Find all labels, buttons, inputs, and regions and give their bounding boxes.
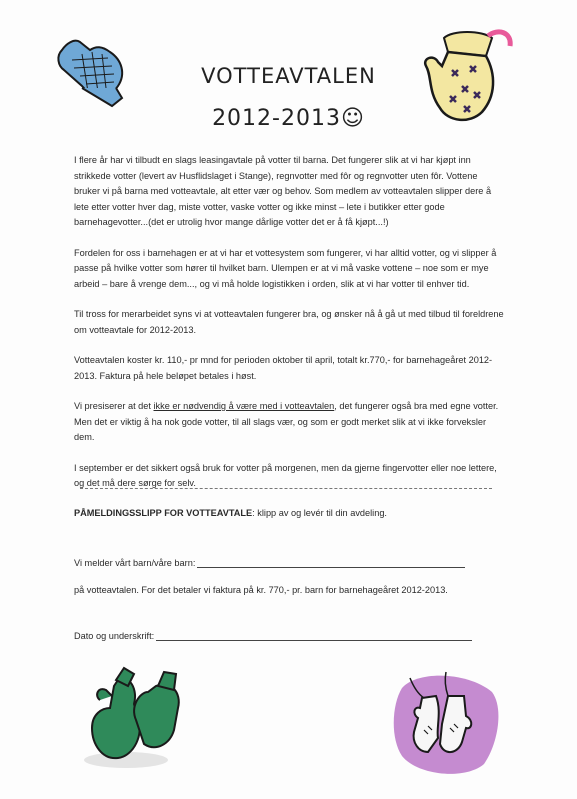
- paragraph: Fordelen for oss i barnehagen er at vi har et vottesystem som fungerer, vi har alltid votter, og vi slipper å passe på hvilke votter som hører til hvilket barn. Ulempen er at vi må vaske vottene – noe som er mye arbeid – bare å vrenge dem..., og vi må holde logistikken i orden, slik at vi har votter til enhver tid.: [74, 247, 497, 289]
- slip-heading-bold: PÅMELDINGSSLIPP FOR VOTTEAVTALE: [74, 508, 253, 518]
- child-name-line[interactable]: [197, 557, 465, 568]
- signature-label: Dato og underskrift:: [74, 631, 155, 641]
- agreement-line: [74, 585, 448, 595]
- paragraph-text: , det fungerer også bra med egne votter. Men det er viktig å ha nok gode votter, til all slags vær, og som er godt merket slik at vi ikke forveksler dem.: [74, 401, 499, 442]
- paragraph: Votteavtalen koster kr. 110,- pr mnd for perioden oktober til april, totalt kr.770,- for barnehageåret 2012-2013. Faktura på hele beløpet betales i høst.: [74, 355, 493, 381]
- slip-heading: [74, 508, 387, 518]
- paragraph: [74, 399, 504, 446]
- cut-line: [80, 488, 492, 489]
- paragraph: I flere år har vi tilbudt en slags leasingavtale på votter til barna. Det fungerer slik at vi har kjøpt inn strikkede votter (levert av Husflidslaget i Stange), regnvotter med fôr og regnvotter uten fôr. Vottene bruker vi på barna med votteavtale, alt etter vær og behov. Som medlem av votteavtalen slipper dere å lete etter votter hver dag, miste votter, vaske votter og ikke minst – lete i butikker etter gode barnehagevotter...(det er utrolig hvor mange dårlige votter det er å få kjøpt...!): [74, 155, 492, 227]
- green-mittens-icon: [78, 660, 196, 776]
- paragraph-text: Vi presiserer at det: [74, 401, 154, 411]
- underlined-text: ikke er nødvendig å være med i votteavtalen: [153, 401, 335, 411]
- child-name-field: [74, 557, 465, 568]
- page-title: VOTTEAVTALEN: [201, 64, 376, 88]
- agreement-text: på votteavtalen. For det betaler vi faktura på kr. 770,- pr. barn for barnehageåret 2012-2013.: [74, 585, 448, 595]
- purple-mittens-icon: [388, 668, 506, 778]
- paragraph: I september er det sikkert også bruk for votter på morgenen, men da gjerne fingervotter eller noe lettere, og det må dere sørge for selv.: [74, 462, 497, 488]
- paragraph: Til tross for merarbeidet syns vi at votteavtalen fungerer bra, og ønsker nå å gå ut med tilbud til foreldrene om votteavtale for 2012-2013.: [74, 309, 504, 335]
- body-text: [74, 153, 504, 507]
- page-subtitle: 2012-2013☺: [212, 106, 365, 131]
- signature-line[interactable]: [156, 630, 472, 641]
- child-name-label: Vi melder vårt barn/våre barn:: [74, 558, 196, 568]
- signature-field: [74, 630, 472, 641]
- slip-heading-rest: : klipp av og levér til din avdeling.: [252, 508, 387, 518]
